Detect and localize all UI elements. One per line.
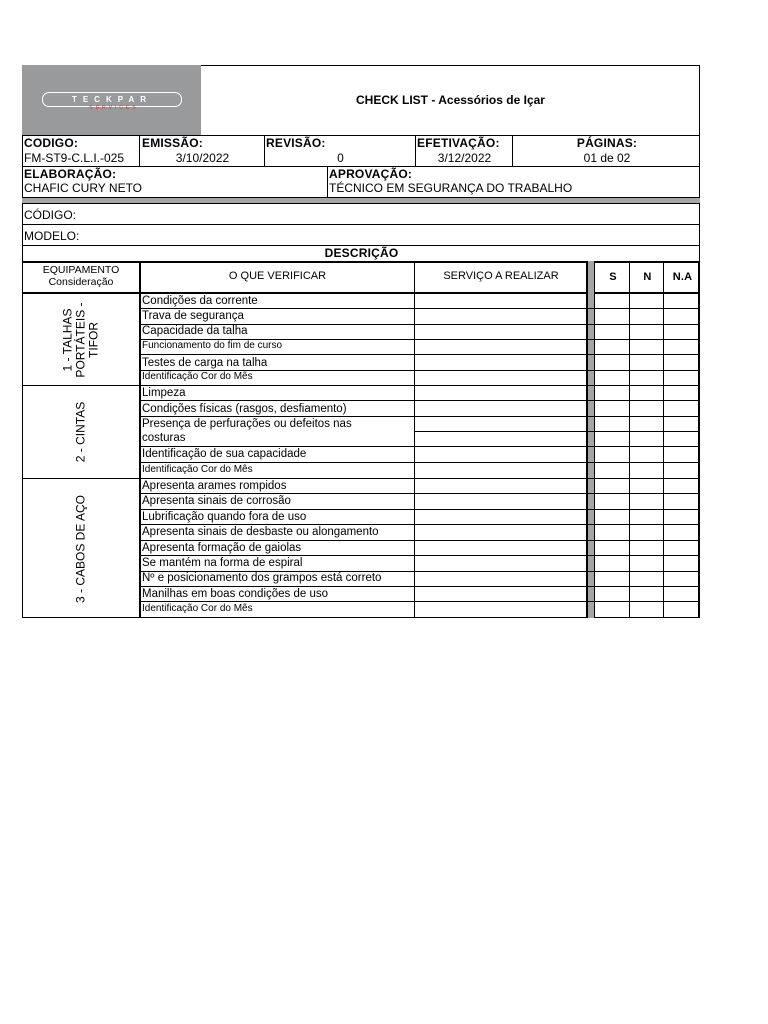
check-item: Trava de segurança [142, 310, 244, 322]
header-equipamento-line2: Consideração [48, 276, 114, 288]
paginas-label: PÁGINAS: [576, 136, 638, 150]
check-item: Manilhas em boas condições de uso [142, 588, 329, 600]
logo-tagline: SERVICES [89, 105, 139, 111]
elaboracao-value: CHAFIC CURY NETO [24, 181, 143, 195]
logo-wordmark: TECKPAR [42, 92, 182, 107]
document-title: CHECK LIST - Acessórios de Içar [356, 93, 545, 107]
revisao-label: REVISÃO: [266, 136, 326, 150]
group-cabos-label: 3 - CABOS DE AÇO [73, 494, 87, 603]
group-cintas [22, 386, 139, 478]
check-item: Funcionamento do fim de curso [142, 340, 283, 351]
check-item: Nº e posicionamento dos grampos está correto [142, 572, 382, 584]
paginas-value: 01 de 02 [583, 151, 631, 165]
check-item: Apresenta formação de gaiolas [142, 542, 302, 554]
header-servico-a-realizar: SERVIÇO A REALIZAR [443, 270, 559, 282]
check-item: Condições da corrente [142, 295, 258, 307]
codigo-field[interactable]: CÓDIGO: [24, 208, 77, 222]
aprovacao-value: TÉCNICO EM SEGURANÇA DO TRABALHO [329, 181, 573, 195]
check-item: Apresenta sinais de corrosão [142, 495, 291, 507]
company-logo [22, 65, 201, 135]
efetivacao-value: 3/12/2022 [437, 151, 492, 165]
emissao-value: 3/10/2022 [175, 151, 230, 165]
check-item: Testes de carga na talha [142, 357, 268, 369]
modelo-field[interactable]: MODELO: [24, 229, 80, 243]
emissao-label: EMISSÃO: [142, 136, 203, 150]
elaboracao-label: ELABORAÇÃO: [24, 167, 117, 181]
group-cabos [22, 479, 139, 618]
codigo-value: FM-ST9-C.L.I.-025 [24, 151, 125, 165]
header-o-que-verificar: O QUE VERIFICAR [228, 270, 327, 282]
check-item: Condições físicas (rasgos, desfiamento) [142, 403, 347, 415]
check-item: Apresenta sinais de desbaste ou alongamento [142, 526, 379, 538]
check-item: costuras [142, 432, 186, 444]
efetivacao-label: EFETIVAÇÃO: [417, 136, 500, 150]
check-item: Limpeza [142, 387, 186, 399]
codigo-label: CODIGO: [24, 136, 79, 150]
check-item: Apresenta arames rompidos [142, 480, 287, 492]
check-item: Lubrificação quando fora de uso [142, 511, 307, 523]
check-item: Presença de perfurações ou defeitos nas [142, 418, 352, 430]
group-talhas [22, 294, 139, 385]
header-equipamento-line1: EQUIPAMENTO [42, 264, 120, 276]
check-item: Identificação Cor do Mês [142, 371, 253, 382]
group-cintas-label: 2 - CINTAS [73, 401, 87, 463]
aprovacao-label: APROVAÇÃO: [329, 167, 413, 181]
check-item: Se mantém na forma de espiral [142, 557, 303, 569]
revisao-value: 0 [337, 151, 344, 165]
header-equipamento [22, 262, 140, 292]
check-item: Identificação Cor do Mês [142, 603, 253, 614]
group-talhas-label: 1 - TALHAS PORTÁTEIS - TIFOR [60, 301, 100, 378]
header-na: N.A [672, 271, 693, 283]
header-n: N [643, 271, 652, 283]
descricao-heading: DESCRIÇÃO [324, 246, 399, 260]
header-s: S [609, 271, 617, 283]
check-item: Capacidade da talha [142, 325, 248, 337]
check-item: Identificação Cor do Mês [142, 464, 253, 475]
check-item: Identificação de sua capacidade [142, 448, 307, 460]
